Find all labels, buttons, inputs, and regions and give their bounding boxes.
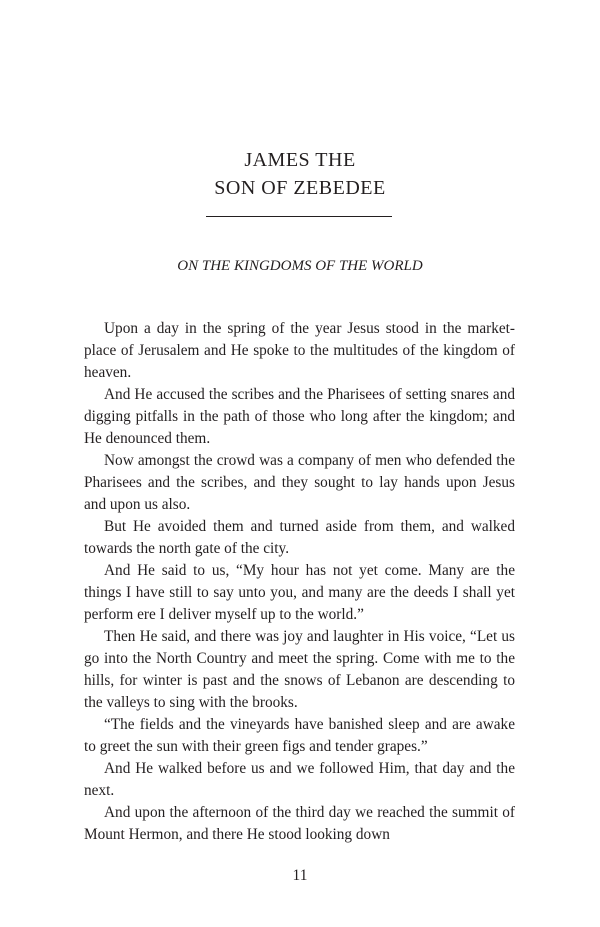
paragraph: And He accused the scribes and the Pharisees of setting snares and digging pitfalls in the path of those who long after the kingdom; and He denounced them. xyxy=(84,386,515,447)
paragraph: Then He said, and there was joy and laughter in His voice, “Let us go into the North Country and meet the spring. Come with me to the hills, for winter is past and the snows of Lebanon are descending to the valleys to sing with the brooks. xyxy=(84,628,515,711)
page-number: 11 xyxy=(292,867,308,884)
title-divider xyxy=(206,216,392,217)
chapter-title xyxy=(0,146,600,202)
paragraph: Upon a day in the spring of the year Jesus stood in the market-place of Jerusalem and He spoke to the multitudes of the kingdom of heaven. xyxy=(84,320,515,381)
body-text xyxy=(84,318,515,846)
paragraph: “The fields and the vineyards have banished sleep and are awake to greet the sun with their green figs and tender grapes.” xyxy=(84,716,515,755)
chapter-subtitle: ON THE KINGDOMS OF THE WORLD xyxy=(177,258,423,274)
chapter-title-line-1: JAMES THE xyxy=(244,149,356,171)
chapter-title-line-2: SON OF ZEBEDEE xyxy=(214,177,386,199)
paragraph: And He walked before us and we followed Him, that day and the next. xyxy=(84,760,515,799)
paragraph: But He avoided them and turned aside from them, and walked towards the north gate of the city. xyxy=(84,518,515,557)
paragraph: And upon the afternoon of the third day we reached the summit of Mount Hermon, and there He stood looking down xyxy=(84,804,515,843)
paragraph: And He said to us, “My hour has not yet come. Many are the things I have still to say unto you, and many are the deeds I shall yet perform ere I deliver myself up to the world.” xyxy=(84,562,515,623)
paragraph: Now amongst the crowd was a company of men who defended the Pharisees and the scribes, and they sought to lay hands upon Jesus and upon us also. xyxy=(84,452,515,513)
